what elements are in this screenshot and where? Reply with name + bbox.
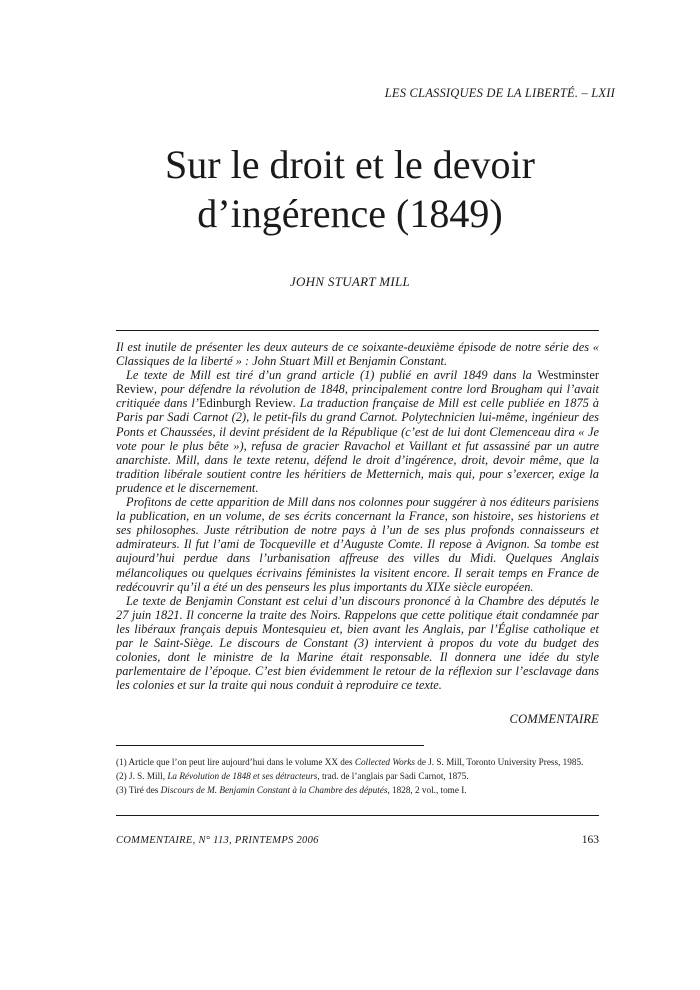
footnote-1-text-b: de J. S. Mill, Toronto University Press, 1985.: [414, 757, 584, 767]
article-title: [0, 140, 700, 238]
intro-paragraph-1: Il est inutile de présenter les deux auteurs de ce soixante-deuxième épisode de notre série des « Classiques de la liberté » : John Stuart Mill et Benjamin Constant.: [116, 340, 599, 369]
bottom-divider: [116, 815, 599, 816]
footnote-3: [116, 783, 599, 797]
footnote-2-work-title: La Révolution de 1848 et ses détracteurs: [167, 771, 318, 781]
footnote-1-work-title: Collected Works: [354, 757, 415, 767]
editorial-introduction: [116, 340, 599, 692]
footnote-3-work-title: Discours de M. Benjamin Constant à la Chambre des députés: [160, 785, 388, 795]
intro-p2-part-a: Le texte de Mill est tiré d’un grand article (1) publié en avril 1849 dans la: [126, 368, 538, 383]
westminster-review-title: Westminster Review: [116, 368, 599, 397]
footnote-2-text-b: , trad. de l’anglais par Sadi Carnot, 1875.: [317, 771, 469, 781]
series-header: LES CLASSIQUES DE LA LIBERTÉ. – LXII: [384, 86, 615, 100]
page-number: 163: [581, 834, 599, 846]
footnote-divider: [116, 745, 424, 746]
top-divider: [116, 330, 599, 331]
intro-p2-part-b: , pour défendre la révolution de 1848, principalement contre lord Brougham qui l’avait critiquée dans l’: [116, 382, 599, 411]
footnotes: [116, 755, 599, 797]
intro-paragraph-4: Le texte de Benjamin Constant est celui d’un discours prononcé à la Chambre des députés le 27 juin 1821. Il concerne la traite des Noirs. Rappelons que cette politique était condamnée par les libéraux français depuis Montesquieu et, bien avant les Anglais, par l’Église catholique et par le Saint-Siège. Le discours de Constant (3) intervient à propos du vote du budget des colonies, dont le ministre de la Marine était responsable. Il donnera une idée du style parlementaire de l’époque. C’est bien évidemment le retour de la réflexion sur l’esclavage dans les colonies et sur la traite qui nous conduit à reproduire ce texte.: [116, 593, 599, 693]
article-title-line-2: d’ingérence (1849): [197, 191, 503, 236]
article-title-line-1: Sur le droit et le devoir: [165, 142, 535, 187]
footnote-3-text-a: (3) Tiré des: [116, 785, 161, 795]
footnote-1: [116, 755, 599, 769]
footnote-3-text-b: , 1828, 2 vol., tome I.: [387, 785, 467, 795]
intro-p2-part-c: . La traduction française de Mill est celle publiée en 1875 à Paris par Sadi Carnot (2), le petit-fils du grand Carnot. Polytechnicien lui-même, ingénieur des Ponts et Chaussées, il devint président de la République (c’est de lui dont Clemenceau dira « Je vote pour le plus bête »), refusa de gracier Ravachol et Vaillant et fut assassiné par un autre anarchiste. Mill, dans le texte retenu, défend le droit d’ingérence, droit, devoir même, que la tradition libérale soutient contre les héritiers de Metternich, mais qui, pour s’exercer, exige la prudence et le discernement.: [116, 396, 599, 495]
edinburgh-review-title: Edinburgh Review: [198, 396, 293, 411]
editorial-signature: COMMENTAIRE: [509, 712, 599, 726]
intro-paragraph-3: Profitons de cette apparition de Mill dans nos colonnes pour suggérer à nos éditeurs parisiens la publication, en un volume, de ses écrits concernant la France, son histoire, ses historiens et ses philosophes. Juste rétribution de notre pays à l’un de ses plus profonds connaisseurs et admirateurs. Il fut l’ami de Tocqueville et d’Auguste Comte. Il repose à Avignon. Sa tombe est aujourd’hui perdue dans l’urbanisation affreuse des villes du Midi. Quelques Anglais mélancoliques ou quelques écrivains féministes la visitent encore. Il serait temps en France de redécouvrir qu’il a été un des penseurs les plus importants du XIXe siècle européen.: [116, 495, 599, 594]
intro-paragraph-2: [116, 368, 599, 495]
footnote-2-text-a: (2) J. S. Mill,: [116, 771, 168, 781]
journal-footer: COMMENTAIRE, N° 113, PRINTEMPS 2006: [116, 835, 319, 846]
author-name: JOHN STUART MILL: [289, 274, 411, 289]
footnote-2: [116, 769, 599, 783]
footnote-1-text-a: (1) Article que l’on peut lire aujourd’hui dans le volume XX des: [116, 757, 355, 767]
